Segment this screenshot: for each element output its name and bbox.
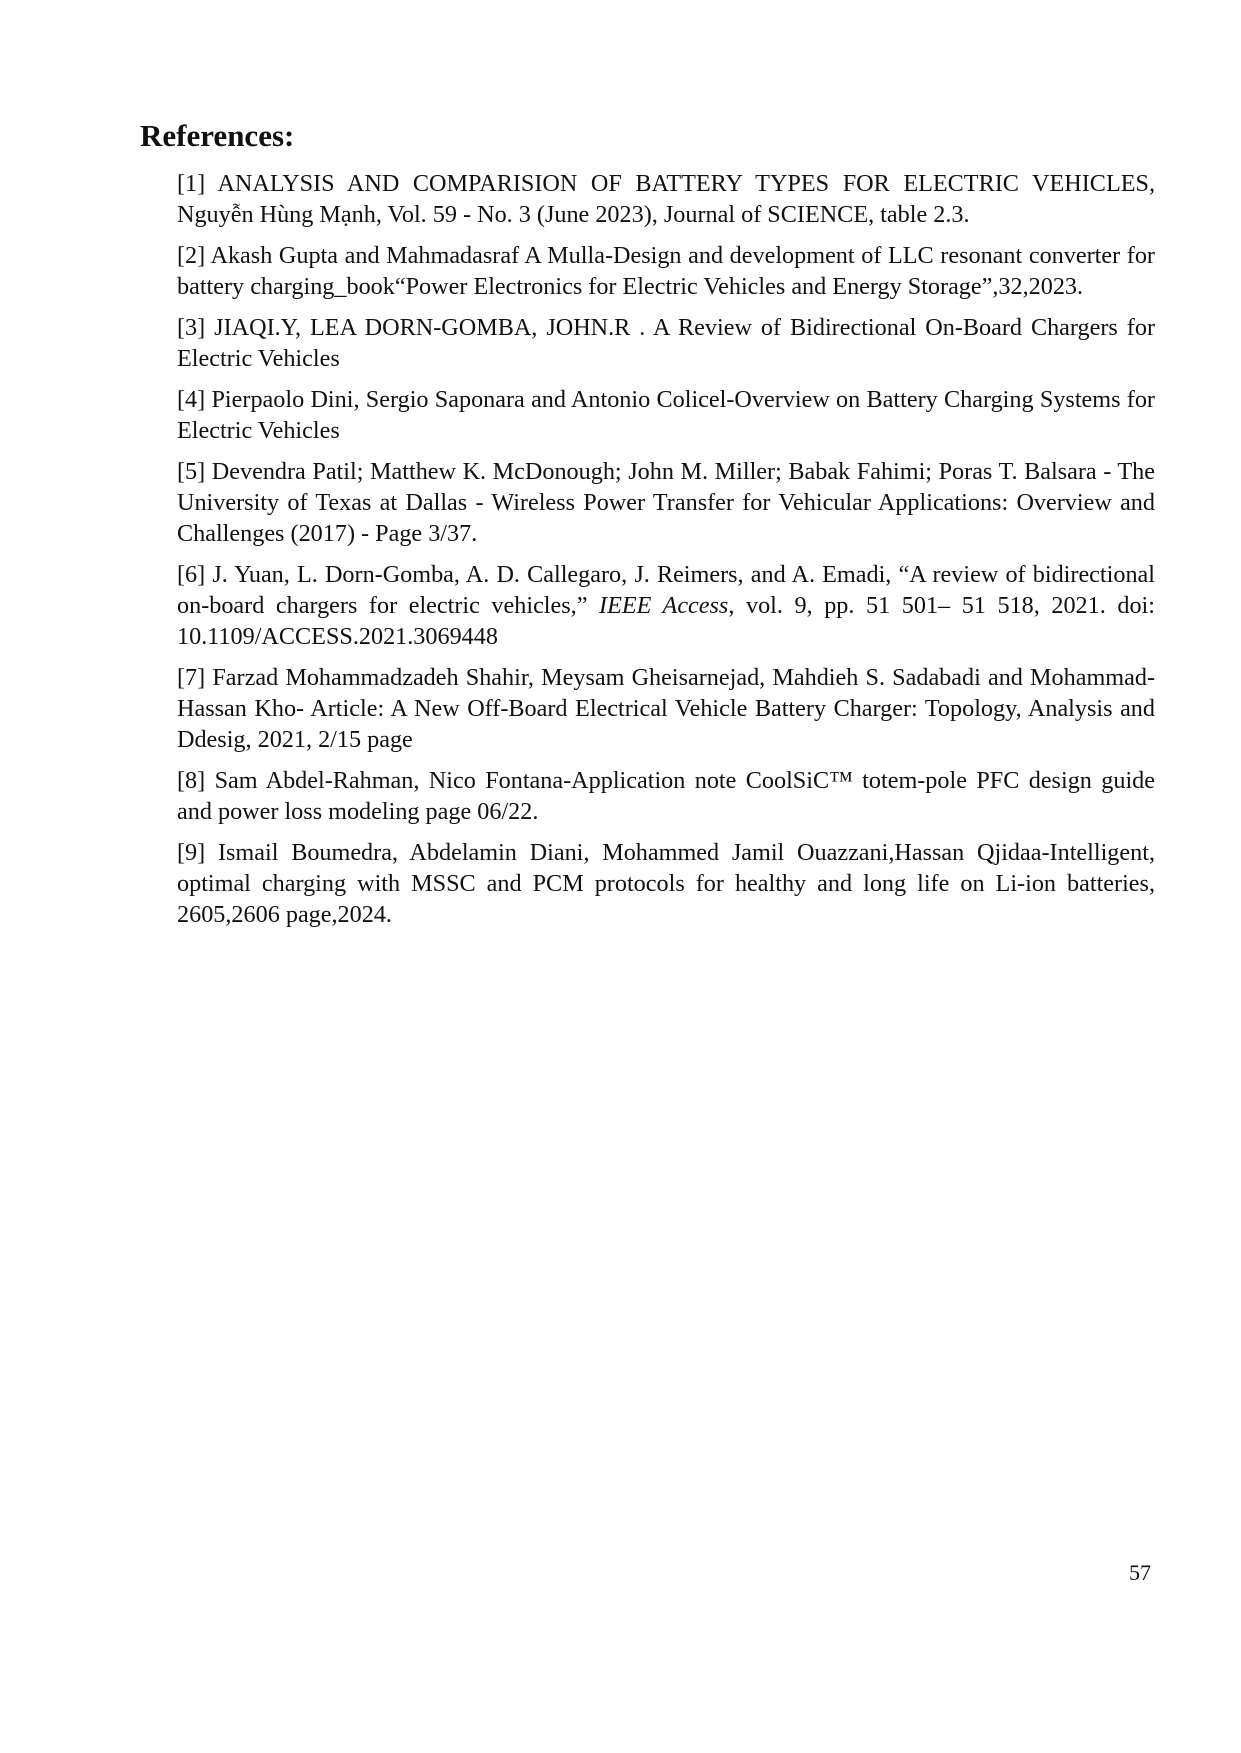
page-number: 57 [1129,1560,1151,1585]
reference-item-7: [7] Farzad Mohammadzadeh Shahir, Meysam Gheisarnejad, Mahdieh S. Sadabadi and Mohammad-Hassan Kho- Article: A New Off-Board Electrical Vehicle Battery Charger: Topology, Analysis and Ddesig, 2021, 2/15 page [177,664,1155,753]
reference-item-9: [9] Ismail Boumedra, Abdelamin Diani, Mohammed Jamil Ouazzani,Hassan Qjidaa-Intelligent, optimal charging with MSSC and PCM protocols for healthy and long life on Li-ion batteries, 2605,2606 page,2024. [177,839,1155,928]
reference-6-text-after: , vol. 9, pp. 51 501– 51 518, 2021. doi: 10.1109/ACCESS.2021.3069448 [177,592,1155,650]
reference-item-4: [4] Pierpaolo Dini, Sergio Saponara and Antonio Colicel-Overview on Battery Charging Systems for Electric Vehicles [177,386,1155,444]
reference-item-3: [3] JIAQI.Y, LEA DORN-GOMBA, JOHN.R . A Review of Bidirectional On-Board Chargers for Electric Vehicles [177,314,1155,372]
references-heading: References: [140,118,295,153]
reference-item-1: [1] ANALYSIS AND COMPARISION OF BATTERY TYPES FOR ELECTRIC VEHICLES, Nguyễn Hùng Mạnh, Vol. 59 - No. 3 (June 2023), Journal of SCIENCE, table 2.3. [177,170,1155,228]
reference-list [177,168,1155,940]
reference-item-5: [5] Devendra Patil; Matthew K. McDonough; John M. Miller; Babak Fahimi; Poras T. Balsara - The University of Texas at Dallas - Wireless Power Transfer for Vehicular Applications: Overview and Challenges (2017) - Page 3/37. [177,458,1155,547]
reference-item-8: [8] Sam Abdel-Rahman, Nico Fontana-Application note CoolSiC™ totem-pole PFC design guide and power loss modeling page 06/22. [177,767,1155,825]
reference-6-journal: IEEE Access [599,592,729,619]
reference-item-6 [177,559,1155,652]
reference-item-2: [2] Akash Gupta and Mahmadasraf A Mulla-Design and development of LLC resonant converter for battery charging_book“Power Electronics for Electric Vehicles and Energy Storage”,32,2023. [177,242,1155,300]
reference-6-text-before: [6] J. Yuan, L. Dorn-Gomba, A. D. Callegaro, J. Reimers, and A. Emadi, “A review of bidirectional on-board chargers for electric vehicles,” [177,561,1155,619]
